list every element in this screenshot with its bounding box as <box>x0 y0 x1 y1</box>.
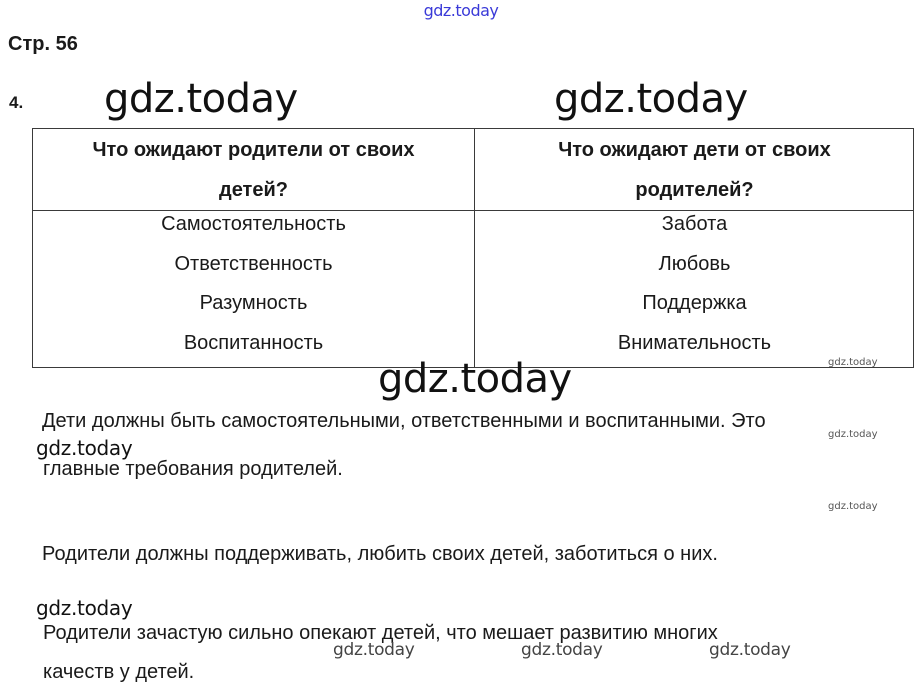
table-cell: Самостоятельность <box>161 213 346 235</box>
watermark-header: gdz.today <box>423 1 499 20</box>
watermark-small: gdz.today <box>828 357 878 368</box>
paragraph-1-line-1: Дети должны быть самостоятельными, ответственными и воспитанными. Это <box>42 410 766 432</box>
paragraph-2: Родители должны поддерживать, любить своих детей, заботиться о них. <box>42 543 718 565</box>
watermark-medium: gdz.today <box>709 640 791 660</box>
table-column-parents <box>33 211 474 369</box>
table-cell: Воспитанность <box>183 331 324 354</box>
table-cell: Любовь <box>658 252 731 275</box>
watermark-small: gdz.today <box>828 429 878 440</box>
table-cell: Ответственность <box>174 252 333 275</box>
table-column-children <box>474 211 915 369</box>
watermark-small: gdz.today <box>828 501 878 512</box>
table-header-parents: Что ожидают родители от своих детей? <box>92 138 415 201</box>
table-cell: Забота <box>661 213 728 235</box>
table-header-children: Что ожидают дети от своих родителей? <box>558 138 831 201</box>
page-number: Стр. 56 <box>8 33 78 55</box>
paragraph-3-line-1: Родители зачастую сильно опекают детей, что мешает развитию многих <box>43 622 718 644</box>
table-cell: Внимательность <box>617 331 772 354</box>
paragraph-1-line-2: главные требования родителей. <box>43 458 343 480</box>
watermark-medium: gdz.today <box>333 640 415 660</box>
paragraph-3-line-2: качеств у детей. <box>43 661 195 683</box>
task-number: 4. <box>9 93 24 112</box>
expectations-table <box>32 128 914 368</box>
watermark-large: gdz.today <box>104 76 298 122</box>
watermark-medium: gdz.today <box>36 596 133 620</box>
watermark-medium: gdz.today <box>36 436 133 460</box>
table-cell: Разумность <box>199 292 308 314</box>
watermark-large: gdz.today <box>554 76 748 122</box>
table-cell: Поддержка <box>642 292 747 314</box>
watermark-medium: gdz.today <box>521 640 603 660</box>
watermark-large: gdz.today <box>378 356 572 402</box>
